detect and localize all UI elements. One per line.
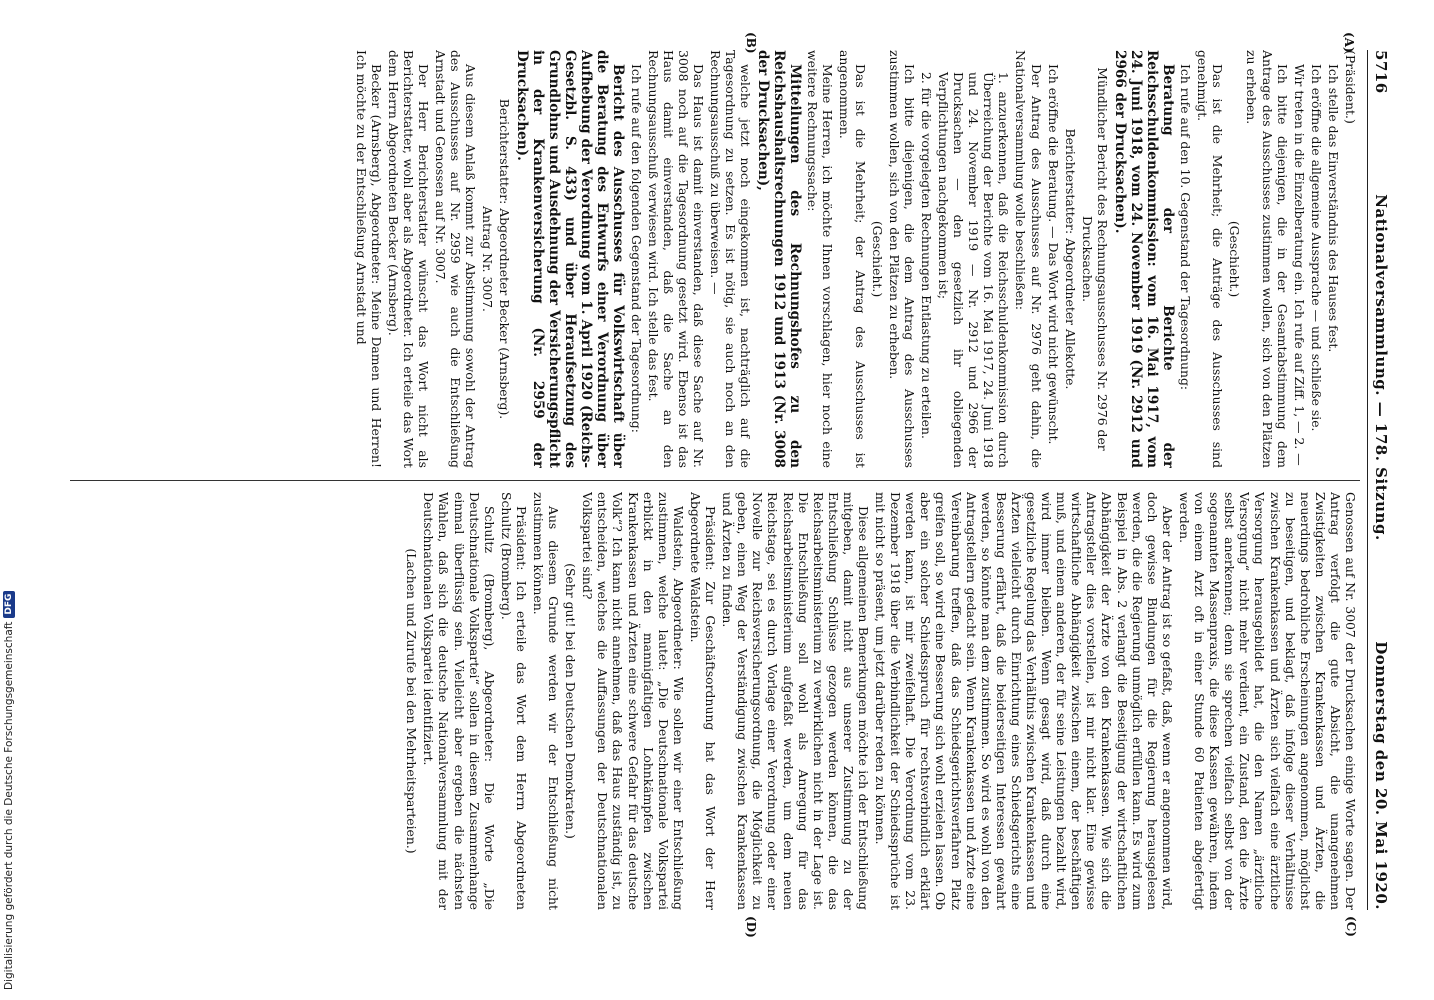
paragraph: Berichterstatter: Abgeordneter Becker (Arnsberg).: [497, 98, 513, 420]
paragraph: (Sehr gut! bei den Deutschen Demokraten.): [563, 563, 579, 839]
right-column: [58, 492, 1358, 910]
paragraph: Das Haus ist damit einverstanden, daß diese Sache auf Nr. 3008 noch auf die Tagesordnung gesetzt wird. Ebenso ist das Haus damit einverstanden, daß die Sache an den Rechnungsausschuß verwiesen wird. Ich stelle das fest.: [645, 50, 706, 468]
paragraph: Beratung der Berichte der Reichsschuldenkommission: vom 16. Mai 1917, vom 24. Juni 1918, vom 24. November 1919 (Nr. 2912 und 2966 der Drucksachen).: [1111, 50, 1176, 468]
paragraph: 2. für die vorgelegten Rechnungen Entlastung zu erteilen.: [918, 72, 934, 439]
margin-marker-b: (B): [744, 32, 758, 54]
left-column: [58, 50, 1358, 468]
margin-marker-a: (A): [1342, 32, 1356, 53]
paragraph: Ich bitte diejenigen, die dem Antrag des Ausschusses zustimmen wollen, sich von den Plätzen zu erheben.: [886, 50, 917, 468]
paragraph: Genossen auf Nr. 3007 der Drucksachen einige Worte sagen. Der Antrag verfolgt die gute Absicht, die unangenehmen Zwistigkeiten zwischen Krankenkassen und Ärzten, die neuerdings bedrohliche Erscheinungen angenommen, möglichst zu beseitigen, und beklagt, daß infolge dieser Verhältnisse zwischen Krankenkassen und Ärzten sich vielfach eine ärztliche Versorgung herausgebildet hat, die den Namen „ärztliche Versorgung“ nicht mehr verdient, ein Zustand, den die Ärzte selbst anerkennen; denn sie sprechen vielfach selbst von der sogenannten Massenpraxis, die diese Kassen gewähren, indem von einem Arzt oft in einer Stunde 60 Patienten abgefertigt werden.: [1176, 492, 1358, 910]
paragraph: Mündlicher Bericht des Rechnungsausschusses Nr. 2976 der Drucksachen.: [1079, 67, 1110, 451]
paragraph: (Lachen und Zurufe bei den Mehrheitsparteien.): [404, 548, 420, 854]
paragraph: Präsident: Zur Geschäftsordnung hat das Wort der Herr Abgeordnete Waldstein.: [687, 492, 719, 910]
paragraph: Becker (Arnsberg), Abgeordneter: Meine Damen und Herren! Ich möchte zu der Entschließung Arnstadt und: [353, 50, 384, 468]
header-title: Nationalversammlung. — 178. Sitzung.: [1372, 194, 1390, 541]
paragraph: Bericht des Ausschusses für Volkswirtschaft über die Beratung des Entwurfs einer Verordnung über Aufhebung der Verordnung vom 1. April 1920 (Reichs-Gesetzbl. S. 433) und über Heraufsetzung des Grundlohns und Ausdehnung der Versicherungspflicht in der Krankenversicherung (Nr. 2959 der Drucksachen).: [514, 50, 627, 468]
paragraph: Ich rufe auf den folgenden Gegenstand der Tagesordnung:: [628, 64, 644, 433]
paragraph: (Geschieht.): [869, 220, 885, 298]
paragraph: Das ist die Mehrheit; die Anträge des Ausschusses sind genehmigt.: [1195, 50, 1226, 468]
margin-marker-d: (D): [744, 916, 758, 938]
credit-text: Digitalisierung gefördert durch die Deutsche Forschungsgemeinschaft: [3, 621, 15, 990]
column-divider: [70, 480, 1360, 481]
paragraph: Aber der Antrag ist so gefaßt, daß, wenn er angenommen wird, doch gewisse Bindungen für die Regierung herausgelesen werden, die die Regierung unmöglich erfüllen kann. Es wird zum Beispiel in Abs. 2 verlangt die Beseitigung der wirtschaftlichen Abhängigkeit der Ärzte von den Krankenkassen. Wie sich die Antragsteller dies vorstellen, ist mir nicht klar. Eine gewisse wirtschaftliche Abhängigkeit zwischen einem, der beschäftigen muß, und einem anderen, der für seine Leistungen bezahlt wird, wird immer bleiben. Wenn gesagt wird, daß durch eine gesetzliche Regelung das Verhältnis zwischen Krankenkassen und Ärzten vielleicht durch Einrichtung eines Schiedsgerichts eine Besserung erfährt, daß die beiderseitigen Interessen gewahrt werden, so könnte man dem zustimmen. So wird es wohl von den Antragstellern gedacht sein. Wenn Krankenkassen und Ärzte eine Vereinbarung treffen, daß das Schiedsgerichtsverfahren Platz greifen soll, so wird eine Besserung sich wohl erzielen lassen. Ob aber ein solcher Schiedsspruch für rechtsverbindlich erklärt werden kann, ist mir zweifelhaft. Die Verordnung vom 23. Dezember 1918 über die Verbindlichkeit der Schiedssprüche ist mit nicht so präsent, um jetzt darüber reden zu können.: [873, 492, 1175, 910]
paragraph: Ich bitte diejenigen, die in der Gesamtabstimmung dem Antrage des Ausschusses zustimmen wollen, sich von den Plätzen zu erheben.: [1244, 50, 1290, 468]
paragraph: Der Herr Berichterstatter wünscht das Wort nicht als Berichterstatter, wohl aber als Abgeordneter. Ich erteile das Wort dem Herrn Abgeordneten Becker (Arnsberg).: [385, 50, 431, 468]
paragraph: (Geschieht.): [1227, 220, 1243, 298]
paragraph: Antrag Nr. 3007.: [480, 206, 496, 312]
paragraph: Ich rufe auf den 10. Gegenstand der Tagesordnung:: [1178, 64, 1194, 391]
document-page: [10, 10, 1394, 950]
paragraph: Ich eröffne die Beratung. — Das Wort wird nicht gewünscht.: [1045, 64, 1061, 445]
margin-marker-c: (C): [1344, 916, 1358, 937]
paragraph: Präsident: Ich erteile das Wort dem Herrn Abgeordneten Schultz (Bromberg).: [498, 492, 529, 910]
header-date: Donnerstag den 20. Mai 1920.: [1372, 641, 1390, 910]
paragraph: Schultz (Bromberg), Abgeordneter: Die Worte „Die Deutschnationale Volkspartei“ sollen in diesem Zusammenhange einmal überflüssig sein. Vielleicht aber ergeben die nächsten Wahlen, daß sich die deutsche Nationalversammlung mit der Deutschnationalen Volkspartei identifiziert.: [421, 492, 497, 910]
paragraph: Aus diesem Anlaß kommt zur Abstimmung sowohl der Antrag des Ausschusses auf Nr. 2959 wie auch die Entschließung Arnstadt und Genossen auf Nr. 3007.: [433, 50, 479, 468]
paragraph: Wir treten in die Einzelberatung ein. Ich rufe auf Ziff. 1, — 2. —: [1291, 64, 1307, 466]
paragraph: Aus diesem Grunde werden wir der Entschließung nicht zustimmen können.: [531, 492, 562, 910]
paragraph: Meine Herren, ich möchte Ihnen vorschlagen, hier noch eine weitere Rechnungssache:: [805, 50, 836, 468]
dfg-logo: DFG: [3, 591, 15, 618]
paragraph: Berichterstatter: Abgeordneter Allekotte.: [1062, 128, 1078, 390]
paragraph: Der Antrag des Ausschusses auf Nr. 2976 geht dahin, die Nationalversammlung wolle beschließen:: [1013, 50, 1044, 468]
paragraph: Ich stelle das Einverständnis des Hauses fest.: [1325, 64, 1341, 353]
paragraph: Waldstein, Abgeordneter: Wie sollen wir einer Entschließung zustimmen, welche lautet: „Die Deutschnationale Volkspartei erblickt in den mannigfaltigen Lohnkämpfen zwischen Krankenkassen und Ärzten eine schwere Gefahr für das deutsche Volk“? Ich kann nicht annehmen, daß das Haus zuständig ist, zu entscheiden, welches die Auffassungen der Deutschnationalen Volkspartei sind?: [580, 492, 686, 910]
paragraph: Das ist die Mehrheit; der Antrag des Ausschusses ist angenommen.: [837, 50, 868, 468]
paragraph: welche jetzt noch eingekommen ist, nachträglich auf die Tagesordnung zu setzen. Es ist nötig, sie auch noch an den Rechnungsausschuß zu überweisen. —: [708, 50, 754, 468]
paragraph: Mitteilungen des Rechnungshofes zu den Reichshaushaltsrechnungen 1912 und 1913 (Nr. 3008 der Drucksachen),: [755, 50, 804, 468]
paragraph: 1. anzuerkennen, daß die Reichsschuldenkommission durch Überreichung der Berichte vom 16. Mai 1917, 24. Juni 1918 und 24. November 1919 — Nr. 2912 und 2966 der Drucksachen — den gesetzlich ihr obliegenden Verpflichtungen nachgekommen ist;: [936, 72, 1012, 468]
page-header: [1367, 50, 1394, 910]
paragraph: Ich eröffne die allgemeine Aussprache — und schließe sie.: [1308, 64, 1324, 432]
paragraph: (Präsident.): [1343, 50, 1358, 124]
digitization-credit: [0, 593, 18, 990]
page-number: 5716: [1372, 50, 1390, 94]
paragraph: Diese allgemeinen Bemerkungen möchte ich der Entschließung mitgeben, damit nicht aus unserer Zustimmung zu der Entschließung Schlüsse gezogen werden können, die das Reichsarbeitsministerium zu verwirklichen nicht in der Lage ist. Die Entschließung soll wohl als Anregung für das Reichsarbeitsministerium aufgefaßt werden, um dem neuen Reichstage, sei es durch Vorlage einer Verordnung oder einer Novelle zur Reichsversicherungsordnung, die Möglichkeit zu geben, einen Weg der Verständigung zwischen Krankenkassen und Ärzten zu finden.: [720, 492, 871, 910]
